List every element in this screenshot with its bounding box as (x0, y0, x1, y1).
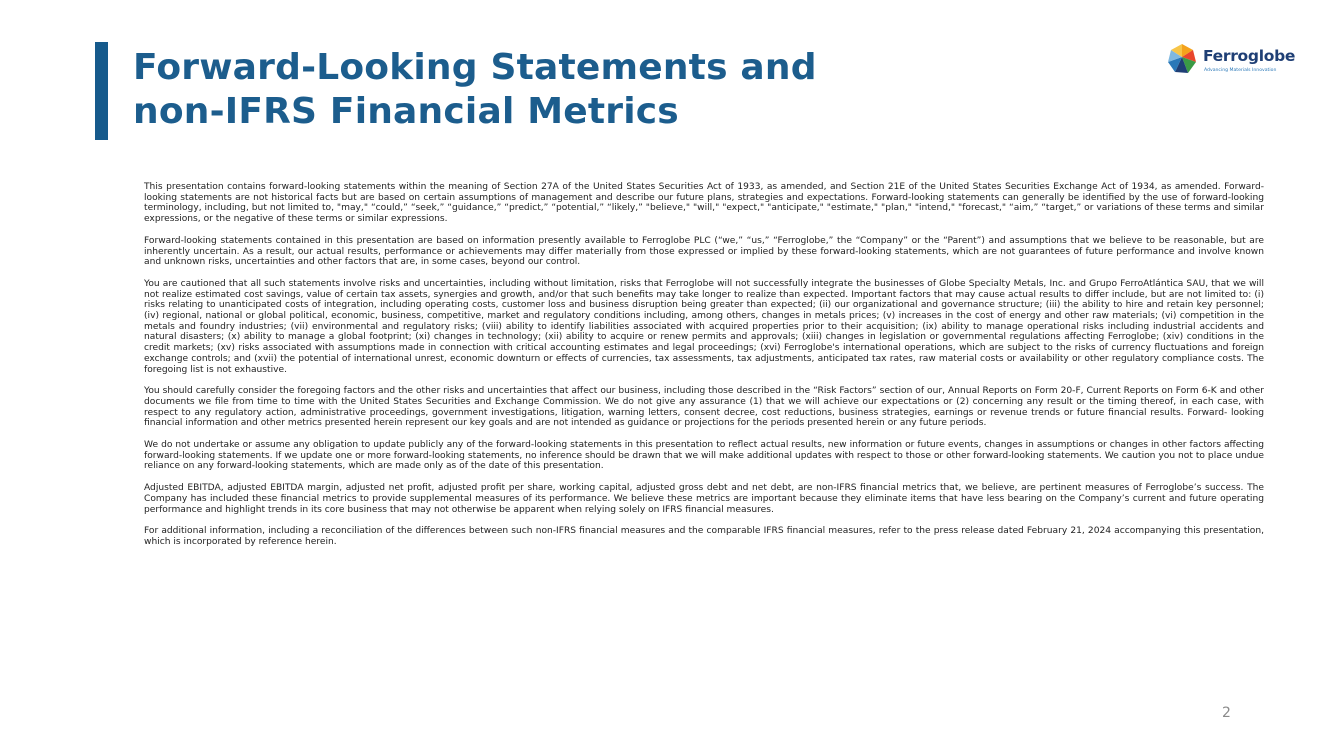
paragraph-no-obligation-to-update: We do not undertake or assume any obligation to update publicly any of the forward-looking statements in this presentation to reflect actual results, new information or future events, changes in assumptions or changes in other factors affecting forward-looking statements. If we update one or more forward-looking statements, no inference should be drawn that we will make additional updates with respect to those or other forward-looking statements. We caution you not to place undue reliance on any forward-looking statements, which are made only as of the date of this presentation. (144, 440, 1264, 472)
ferroglobe-logo-icon (1166, 43, 1198, 75)
paragraph-careful-consideration: You should carefully consider the foregoing factors and the other risks and uncertainties that affect our business, including those described in the “Risk Factors” section of our, Annual Reports on Form 20-F, Current Reports on Form 6-K and other documents we file from time to time with the United States Securities and Exchange Commission. We do not give any assurance (1) that we will achieve our expectations or (2) concerning any result or the timing thereof, in each case, with respect to any regulatory action, administrative proceedings, government investigations, litigation, warning letters, consent decree, cost reductions, business strategies, earnings or revenue trends or future financial results. Forward- looking financial information and other metrics presented herein represent our key goals and are not intended as guidance or projections for the periods presented herein or any future periods. (144, 386, 1264, 429)
page-title (133, 46, 817, 134)
paragraph-non-ifrs-metrics: Adjusted EBITDA, adjusted EBITDA margin, adjusted net profit, adjusted profit per share, working capital, adjusted gross debt and net debt, are non-IFRS financial metrics that, we believe, are pertinent measures of Ferroglobe’s success. The Company has included these financial metrics to provide supplemental measures of its performance. We believe these metrics are important because they eliminate items that have less bearing on the Company’s current and future operating performance and highlight trends in its core business that may not otherwise be apparent when relying solely on IFRS financial measures. (144, 483, 1264, 515)
paragraph-additional-information: For additional information, including a reconciliation of the differences between such non-IFRS financial measures and the comparable IFRS financial measures, refer to the press release dated February 21, 2024 accompanying this presentation, which is incorporated by reference herein. (144, 526, 1264, 547)
ferroglobe-logo (1166, 43, 1296, 77)
page-number: 2 (1222, 705, 1231, 721)
paragraph-forward-looking-definition: This presentation contains forward-looking statements within the meaning of Section 27A of the United States Securities Act of 1933, as amended, and Section 21E of the United States Securities Exchange Act of 1934, as amended. Forward-looking statements are not historical facts but are based on certain assumptions of management and describe our future plans, strategies and expectations. Forward-looking statements can generally be identified by the use of forward-looking terminology, including, but not limited to, "may," “could,” “seek,” “guidance,” “predict,” “potential,” “likely,” "believe," "will," "expect," "anticipate," "estimate," "plan," "intend," "forecast," “aim,” “target,” or variations of these terms and similar expressions, or the negative of these terms or similar expressions. (144, 182, 1264, 225)
paragraph-risk-factors-list: You are cautioned that all such statements involve risks and uncertainties, including without limitation, risks that Ferroglobe will not successfully integrate the businesses of Globe Specialty Metals, Inc. and Grupo FerroAtlántica SAU, that we will not realize estimated cost savings, value of certain tax assets, synergies and growth, and/or that such benefits may take longer to realize than expected. Important factors that may cause actual results to differ include, but are not limited to: (i) risks relating to unanticipated costs of integration, including operating costs, customer loss and business disruption being greater than expected; (ii) our organizational and governance structure; (iii) the ability to hire and retain key personnel; (iv) regional, national or global political, economic, business, competitive, market and regulatory conditions including, among others, changes in metals prices; (v) increases in the cost of energy and other raw materials; (vi) competition in the metals and foundry industries; (vii) environmental and regulatory risks; (viii) ability to identify liabilities associated with acquired properties prior to their acquisition; (ix) ability to manage operational risks including industrial accidents and natural disasters; (x) ability to manage a global footprint; (xi) changes in technology; (xii) ability to acquire or renew permits and approvals; (xiii) changes in legislation or governmental regulations affecting Ferroglobe; (xiv) conditions in the credit markets; (xv) risks associated with assumptions made in connection with critical accounting estimates and legal proceedings; (xvi) Ferroglobe's international operations, which are subject to the risks of currency fluctuations and foreign exchange controls; and (xvii) the potential of international unrest, economic downturn or effects of currencies, tax assessments, tax adjustments, anticipated tax rates, raw material costs or availability or other regulatory compliance costs. The foregoing list is not exhaustive. (144, 278, 1264, 375)
title-accent-bar (95, 42, 108, 140)
logo-name: Ferroglobe (1203, 47, 1296, 65)
disclaimer-body (144, 182, 1264, 559)
title-line-2: non-IFRS Financial Metrics (133, 91, 679, 132)
logo-tagline: Advancing Materials Innovation (1204, 68, 1277, 73)
paragraph-basis-of-statements: Forward-looking statements contained in this presentation are based on information presently available to Ferroglobe PLC (“we,” “us,” “Ferroglobe,” the “Company” or the “Parent”) and assumptions that we believe to be reasonable, but are inherently uncertain. As a result, our actual results, performance or achievements may differ materially from those expressed or implied by these forward-looking statements, which are not guarantees of future performance and involve known and unknown risks, uncertainties and other factors that are, in some cases, beyond our control. (144, 235, 1264, 268)
title-line-1: Forward-Looking Statements and (133, 47, 817, 88)
